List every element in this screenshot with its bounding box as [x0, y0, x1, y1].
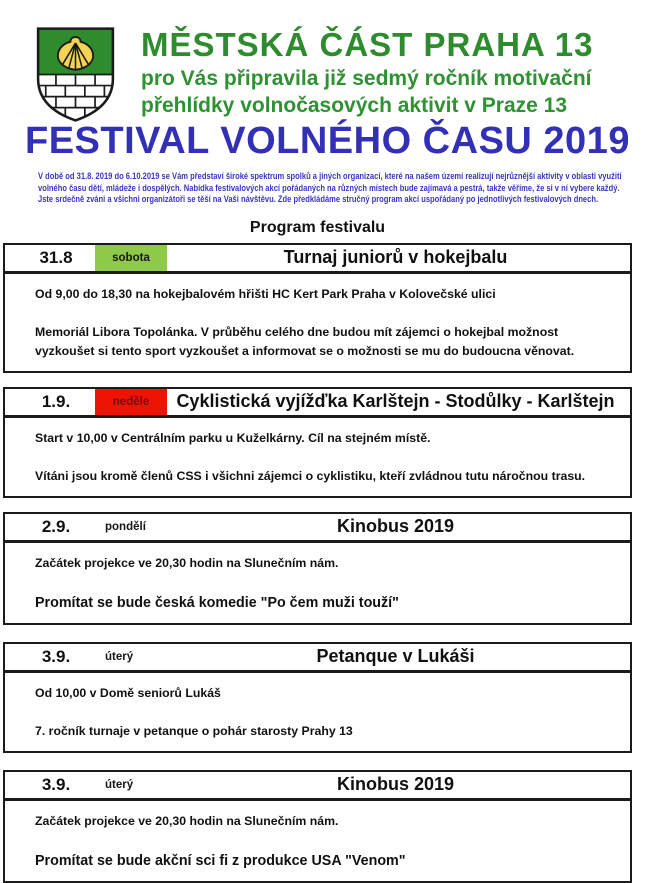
- masthead: [0, 0, 635, 123]
- event-2-header: [3, 387, 632, 417]
- subtitle-line-2: přehlídky volnočasových aktivit v Praze 13: [141, 94, 568, 117]
- event-2-date: 1.9.: [41, 391, 71, 411]
- event-block-3: [3, 512, 632, 625]
- event-4-date: 3.9.: [41, 646, 71, 666]
- event-4-day-label: úterý: [105, 650, 134, 663]
- event-2-detail-1: Start v 10,00 v Centrálním parku u Kuželkárny. Cíl na stejném místě.: [35, 430, 431, 445]
- intro-paragraph: [38, 171, 667, 206]
- event-4-body: [3, 672, 632, 753]
- event-5-header: [3, 770, 632, 800]
- event-block-2: [3, 387, 632, 498]
- intro-line-1: V době od 31.8. 2019 do 6.10.2019 se Vám představí široké spektrum spolků a jiných organizací, které na našem území realizují nejrůznější aktivity v oblasti využití: [38, 171, 622, 181]
- praha13-coat-of-arms-icon: [33, 26, 118, 123]
- event-3-header: [3, 512, 632, 542]
- event-4-header: [3, 642, 632, 672]
- masthead-text: [141, 26, 594, 119]
- subtitle-line-1: pro Vás připravila již sedmý ročník motivační: [141, 67, 592, 90]
- event-5-detail-1: Začátek projekce ve 20,30 hodin na Slunečním nám.: [35, 813, 339, 828]
- event-3-body: [3, 542, 632, 625]
- event-3-title: Kinobus 2019: [336, 516, 455, 536]
- event-block-1: [3, 243, 632, 373]
- event-4-detail-2: 7. ročník turnaje v petanque o pohár starosty Prahy 13: [35, 723, 353, 738]
- event-1-header: [3, 243, 632, 273]
- event-1-body: [3, 273, 632, 373]
- event-5-detail-2: Promítat se bude akční sci fi z produkce USA "Venom": [35, 852, 406, 869]
- program-heading: Program festivalu: [249, 218, 386, 236]
- event-3-date: 2.9.: [41, 516, 71, 536]
- event-3-detail-2: Promítat se bude česká komedie "Po čem muži touží": [35, 594, 399, 611]
- event-1-date: 31.8: [39, 247, 73, 267]
- event-5-date: 3.9.: [41, 774, 71, 794]
- intro-line-3: Jste srdečně zváni a všichni organizátoři se těší na Vaši návštěvu. Zde předkládáme stručný program akcí uspořádaný po jednotlivých festivalových dnech.: [38, 194, 599, 204]
- event-3-detail-1: Začátek projekce ve 20,30 hodin na Slunečním nám.: [35, 555, 339, 570]
- event-1-day-badge: sobota: [95, 245, 167, 271]
- event-block-4: [3, 642, 632, 753]
- event-2-body: [3, 417, 632, 498]
- festival-title: FESTIVAL VOLNÉHO ČASU 2019: [25, 120, 630, 162]
- event-4-title: Petanque v Lukáši: [316, 646, 475, 666]
- event-5-title: Kinobus 2019: [336, 774, 455, 794]
- org-title: MĚSTSKÁ ČÁST PRAHA 13: [141, 26, 594, 63]
- intro-line-2: volného času dětí, mládeže i dospělých. Nabídka festivalových akcí pořádaných na různých místech bude zajímavá a pestrá, takže věříme, že si v ní vybere každý.: [38, 182, 620, 193]
- org-subtitle: [141, 65, 594, 119]
- event-1-detail-1: Od 9,00 do 18,30 na hokejbalovém hřišti HC Kert Park Praha v Kolovečské ulici: [35, 286, 496, 301]
- event-1-detail-2: Memoriál Libora Topolánka. V průběhu celého dne budou mít zájemci o hokejbal možnost vyzkoušet si tento sport vyzkoušet a informovat se o možnosti se mu do budoucna věnovat.: [35, 324, 575, 358]
- event-block-5: [3, 770, 632, 883]
- event-2-title: Cyklistická vyjížďka Karlštejn - Stodůlky - Karlštejn: [176, 391, 615, 411]
- event-2-day-badge: neděle: [95, 389, 167, 415]
- event-1-title: Turnaj juniorů v hokejbalu: [283, 247, 508, 267]
- event-5-day-label: úterý: [105, 778, 134, 791]
- event-2-detail-2: Vítáni jsou kromě členů CSS i všichni zájemci o cyklistiku, kteří zvládnou tutu náročnou trasu.: [35, 468, 586, 483]
- event-3-day-label: pondělí: [105, 520, 146, 533]
- event-4-detail-1: Od 10,00 v Domě seniorů Lukáš: [35, 685, 221, 700]
- event-5-body: [3, 800, 632, 883]
